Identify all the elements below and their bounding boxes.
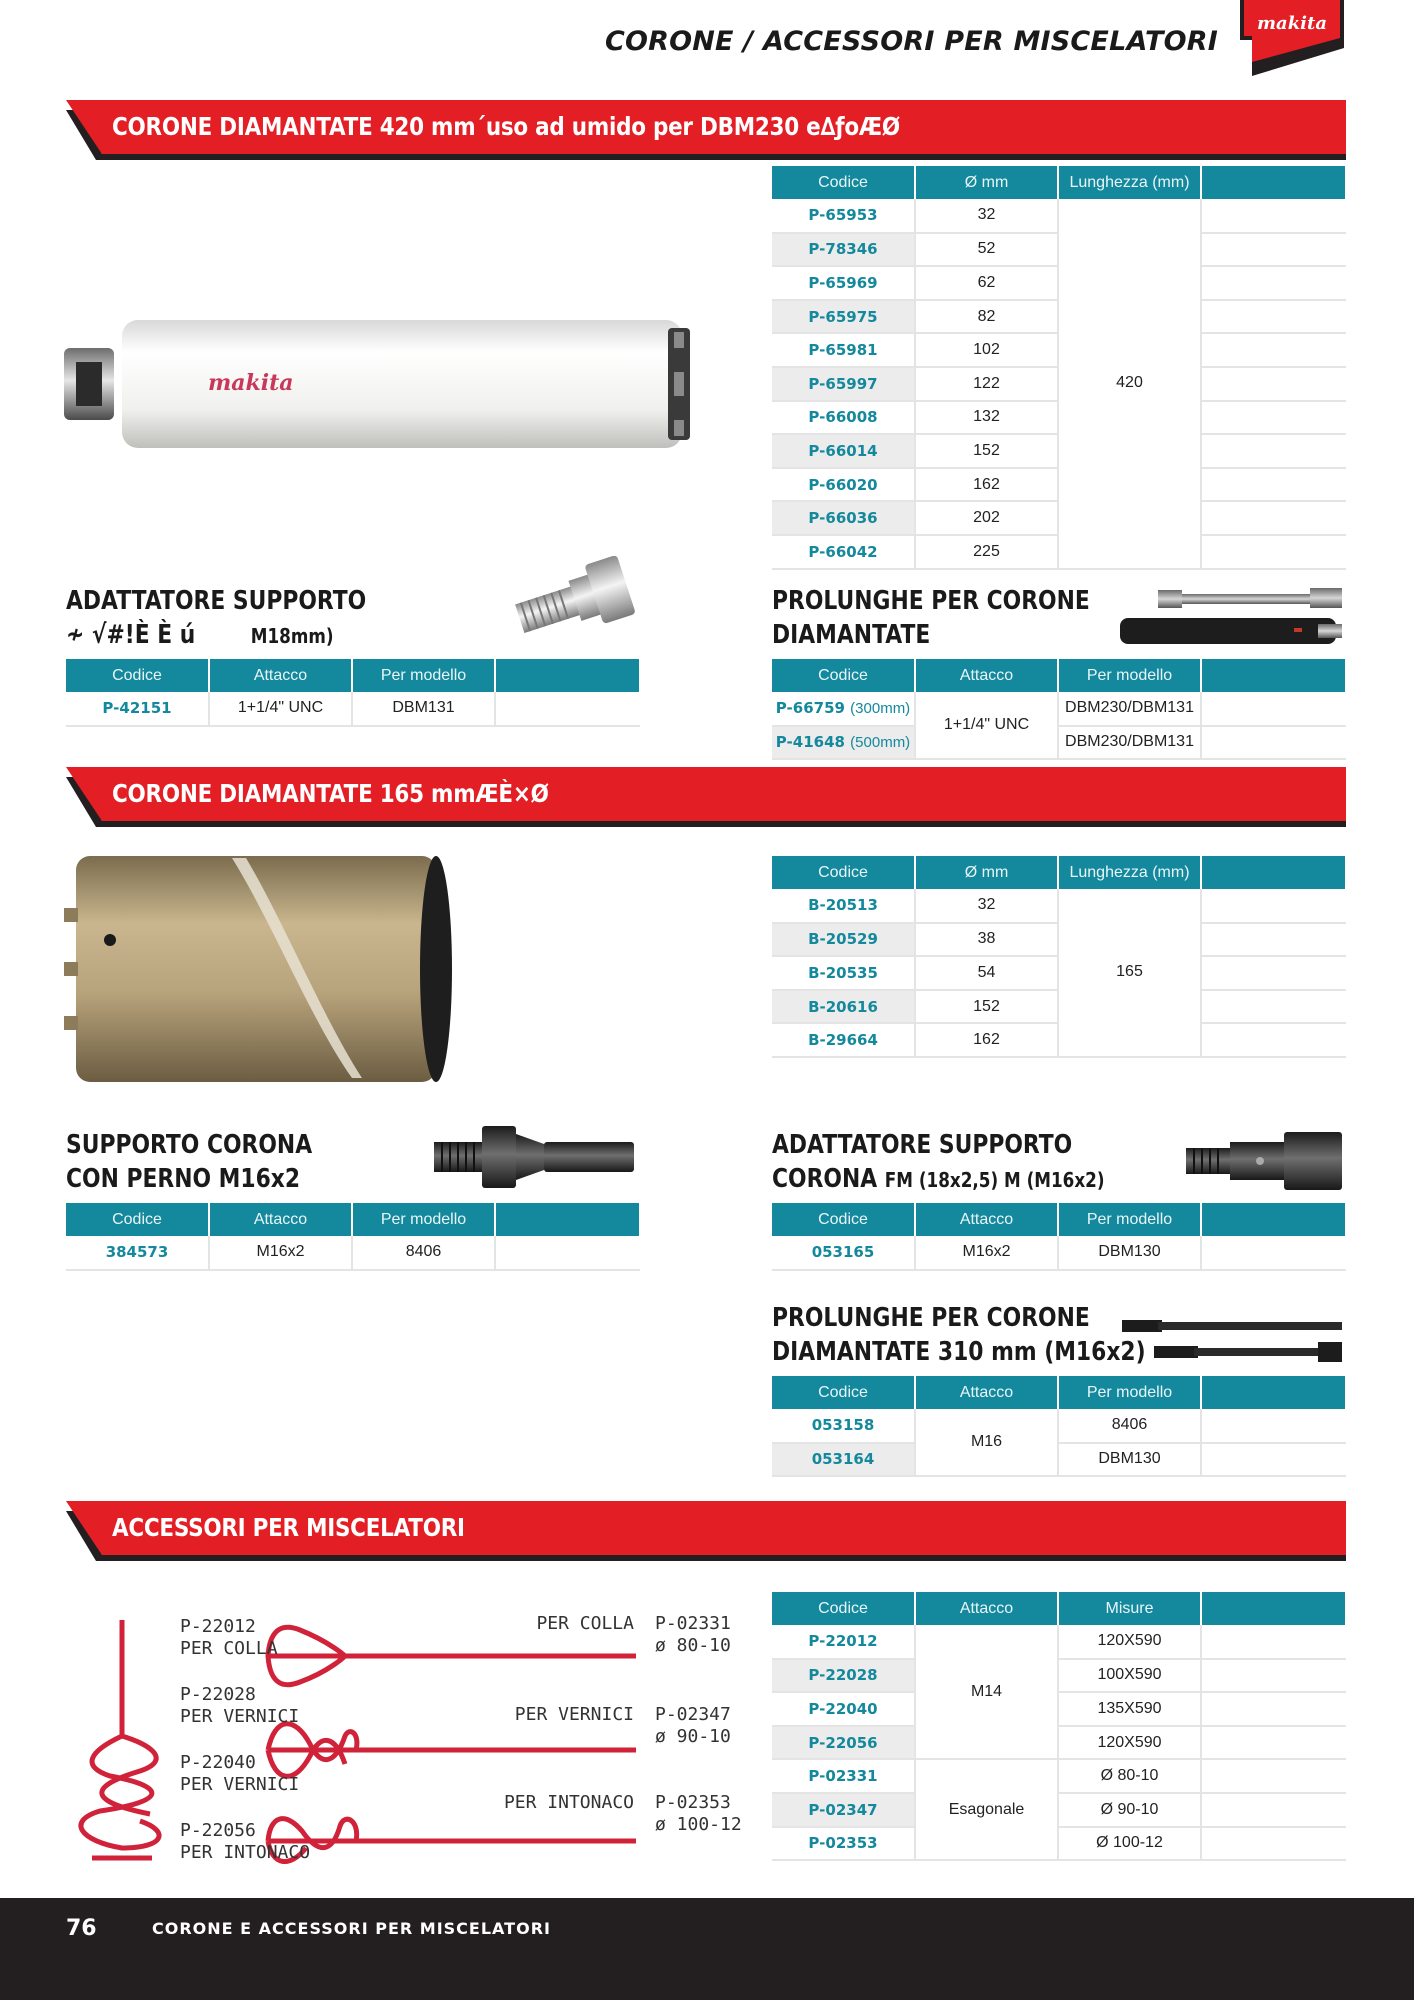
code-cell: P-65969 xyxy=(772,266,915,300)
code-cell: B-20616 xyxy=(772,990,915,1024)
diamond-core-165-image xyxy=(62,852,458,1092)
col-attacco: Attacco xyxy=(915,659,1058,692)
dia-cell: 82 xyxy=(915,300,1058,334)
col-attacco: Attacco xyxy=(915,1592,1058,1625)
code-cell: P-22012 xyxy=(772,1625,915,1659)
col-attacco: Attacco xyxy=(209,659,352,692)
col-modello: Per modello xyxy=(352,659,495,692)
table-row xyxy=(772,1692,1346,1726)
footer-section-title: CORONE E ACCESSORI PER MISCELATORI xyxy=(152,1919,551,1938)
code-cell: B-20513 xyxy=(772,889,915,923)
modello-cell: 8406 xyxy=(1058,1409,1201,1443)
misure-cell: Ø 100-12 xyxy=(1058,1827,1201,1861)
col-attacco: Attacco xyxy=(915,1376,1058,1409)
col-blank xyxy=(495,1203,640,1236)
core-420-table xyxy=(772,166,1347,570)
misure-cell: 100X590 xyxy=(1058,1659,1201,1693)
logo-text: makita xyxy=(1257,13,1327,34)
adapter-title: ADATTATORE SUPPORTO ≁ √#!È È ú M18mm) xyxy=(66,586,367,650)
adapter-corona-table xyxy=(772,1203,1347,1271)
attacco-cell: M16x2 xyxy=(915,1236,1058,1270)
code-cell: B-29664 xyxy=(772,1023,915,1057)
code-cell: P-65975 xyxy=(772,300,915,334)
col-blank xyxy=(1201,1376,1346,1409)
code-cell: P-22028 xyxy=(772,1659,915,1693)
core-165-table xyxy=(772,856,1347,1058)
table-row xyxy=(772,1827,1346,1861)
banner-title: CORONE DIAMANTATE 420 mm´uso ad umido per DBM230 e∆ƒoÆØ xyxy=(112,112,900,141)
modello-cell: DBM130 xyxy=(1058,1443,1201,1477)
table-row xyxy=(772,889,1346,923)
table-row xyxy=(772,1793,1346,1827)
col-codice: Codice xyxy=(772,1203,915,1236)
dia-cell: 32 xyxy=(915,889,1058,923)
code-cell: P-66042 xyxy=(772,535,915,569)
dia-cell: 38 xyxy=(915,923,1058,957)
code-cell: P-41648 (500mm) xyxy=(772,726,915,760)
col-length: Lunghezza (mm) xyxy=(1058,856,1201,889)
mixer-code-label: P-02347 ø 90-10 xyxy=(655,1704,731,1747)
col-attacco: Attacco xyxy=(209,1203,352,1236)
adapter-table xyxy=(66,659,641,727)
code-cell: B-20535 xyxy=(772,956,915,990)
diamond-core-420-image xyxy=(62,318,702,454)
length-cell: 165 xyxy=(1058,889,1201,1057)
page-title: CORONE / ACCESSORI PER MISCELATORI xyxy=(604,26,1218,57)
col-blank xyxy=(495,659,640,692)
col-codice: Codice xyxy=(772,166,915,199)
dia-cell: 152 xyxy=(915,990,1058,1024)
col-codice: Codice xyxy=(66,659,209,692)
dia-cell: 225 xyxy=(915,535,1058,569)
col-codice: Codice xyxy=(772,659,915,692)
misure-cell: Ø 80-10 xyxy=(1058,1759,1201,1793)
code-cell: P-78346 xyxy=(772,233,915,267)
table-row xyxy=(772,1759,1346,1793)
makita-logo xyxy=(1236,0,1344,76)
length-cell: 420 xyxy=(1058,199,1201,569)
modello-cell: DBM230/DBM131 xyxy=(1058,726,1201,760)
col-blank xyxy=(1201,166,1346,199)
mixer-use-label: PER INTONACO xyxy=(503,1792,634,1813)
modello-cell: DBM230/DBM131 xyxy=(1058,692,1201,726)
code-cell: P-22056 xyxy=(772,1726,915,1760)
attacco-cell: 1+1/4" UNC xyxy=(209,692,352,726)
section-banner-mixers xyxy=(66,1501,1346,1561)
col-misure: Misure xyxy=(1058,1592,1201,1625)
modello-cell: DBM131 xyxy=(352,692,495,726)
mixer-use-label: PER COLLA xyxy=(536,1613,634,1634)
banner-title: ACCESSORI PER MISCELATORI xyxy=(112,1513,465,1542)
adapter-corona-title: ADATTATORE SUPPORTO CORONA FM (18x2,5) M (M16x2) xyxy=(772,1130,1105,1194)
code-cell: P-66759 (300mm) xyxy=(772,692,915,726)
col-blank xyxy=(1201,659,1346,692)
attacco-cell: M16 xyxy=(915,1409,1058,1476)
col-modello: Per modello xyxy=(1058,1203,1201,1236)
table-row xyxy=(772,726,1346,760)
col-codice: Codice xyxy=(66,1203,209,1236)
code-cell: 053165 xyxy=(772,1236,915,1270)
col-length: Lunghezza (mm) xyxy=(1058,166,1201,199)
col-blank xyxy=(1201,856,1346,889)
table-row xyxy=(772,1236,1346,1270)
modello-cell: 8406 xyxy=(352,1236,495,1270)
misure-cell: 120X590 xyxy=(1058,1726,1201,1760)
table-row xyxy=(772,692,1346,726)
col-codice: Codice xyxy=(772,856,915,889)
modello-cell: DBM130 xyxy=(1058,1236,1201,1270)
code-cell: P-02347 xyxy=(772,1793,915,1827)
table-row xyxy=(772,1625,1346,1659)
support-image xyxy=(432,1120,638,1192)
dia-cell: 132 xyxy=(915,401,1058,435)
mixer-paddles-image xyxy=(70,1616,690,1866)
col-modello: Per modello xyxy=(352,1203,495,1236)
dia-cell: 52 xyxy=(915,233,1058,267)
extensions-310-title: PROLUNGHE PER CORONE DIAMANTATE 310 mm (M16x2) xyxy=(772,1303,1146,1367)
mixer-label: P-22040 PER VERNICI xyxy=(180,1752,300,1795)
col-diameter: Ø mm xyxy=(915,856,1058,889)
misure-cell: Ø 90-10 xyxy=(1058,1793,1201,1827)
code-cell: P-66008 xyxy=(772,401,915,435)
col-modello: Per modello xyxy=(1058,659,1201,692)
misure-cell: 135X590 xyxy=(1058,1692,1201,1726)
support-table xyxy=(66,1203,641,1271)
extensions-310-image xyxy=(1118,1310,1346,1364)
col-modello: Per modello xyxy=(1058,1376,1201,1409)
dia-cell: 32 xyxy=(915,199,1058,233)
dia-cell: 102 xyxy=(915,333,1058,367)
extensions-310-table xyxy=(772,1376,1347,1477)
section-banner-165 xyxy=(66,767,1346,827)
table-row xyxy=(66,692,640,726)
page-number: 76 xyxy=(66,1916,97,1941)
code-cell: P-02331 xyxy=(772,1759,915,1793)
dia-cell: 62 xyxy=(915,266,1058,300)
col-blank xyxy=(1201,1592,1346,1625)
banner-title: CORONE DIAMANTATE 165 mmÆÈ×Ø xyxy=(112,779,549,808)
table-row xyxy=(772,199,1346,233)
extensions-title: PROLUNGHE PER CORONE DIAMANTATE xyxy=(772,586,1090,650)
code-cell: P-65953 xyxy=(772,199,915,233)
code-cell: P-66020 xyxy=(772,468,915,502)
table-row xyxy=(772,1726,1346,1760)
extensions-table xyxy=(772,659,1347,760)
dia-cell: 162 xyxy=(915,468,1058,502)
table-row xyxy=(772,1659,1346,1693)
dia-cell: 162 xyxy=(915,1023,1058,1057)
section-banner-420 xyxy=(66,100,1346,160)
mixer-code-label: P-02353 ø 100-12 xyxy=(655,1792,742,1835)
code-cell: P-66014 xyxy=(772,434,915,468)
support-title: SUPPORTO CORONA CON PERNO M16x2 xyxy=(66,1130,313,1194)
adapter-image xyxy=(510,556,638,640)
code-cell: 384573 xyxy=(66,1236,209,1270)
dia-cell: 122 xyxy=(915,367,1058,401)
dia-cell: 54 xyxy=(915,956,1058,990)
mixer-label: P-22028 PER VERNICI xyxy=(180,1684,300,1727)
mixer-use-label: PER VERNICI xyxy=(514,1704,634,1725)
code-cell: 053158 xyxy=(772,1409,915,1443)
mixer-code-label: P-02331 ø 80-10 xyxy=(655,1613,731,1656)
core-brand-text: makita xyxy=(208,370,294,396)
adapter-corona-image xyxy=(1184,1128,1346,1192)
code-cell: B-20529 xyxy=(772,923,915,957)
extensions-image xyxy=(1118,584,1346,648)
code-cell: 053164 xyxy=(772,1443,915,1477)
table-row xyxy=(772,1443,1346,1477)
attacco-cell: M14 xyxy=(915,1625,1058,1759)
attacco-cell: M16x2 xyxy=(209,1236,352,1270)
attacco-cell: 1+1/4" UNC xyxy=(915,692,1058,759)
code-cell: P-66036 xyxy=(772,501,915,535)
mixer-label: P-22012 PER COLLA xyxy=(180,1616,278,1659)
col-diameter: Ø mm xyxy=(915,166,1058,199)
dia-cell: 152 xyxy=(915,434,1058,468)
page-footer xyxy=(0,1898,1414,2000)
dia-cell: 202 xyxy=(915,501,1058,535)
code-cell: P-65997 xyxy=(772,367,915,401)
mixer-table xyxy=(772,1592,1347,1861)
code-cell: P-02353 xyxy=(772,1827,915,1861)
code-cell: P-65981 xyxy=(772,333,915,367)
attacco-cell: Esagonale xyxy=(915,1759,1058,1860)
table-row xyxy=(772,1409,1346,1443)
col-blank xyxy=(1201,1203,1346,1236)
col-codice: Codice xyxy=(772,1376,915,1409)
table-row xyxy=(66,1236,640,1270)
col-attacco: Attacco xyxy=(915,1203,1058,1236)
mixer-label: P-22056 PER INTONACO xyxy=(180,1820,311,1863)
misure-cell: 120X590 xyxy=(1058,1625,1201,1659)
col-codice: Codice xyxy=(772,1592,915,1625)
code-cell: P-42151 xyxy=(66,692,209,726)
code-cell: P-22040 xyxy=(772,1692,915,1726)
